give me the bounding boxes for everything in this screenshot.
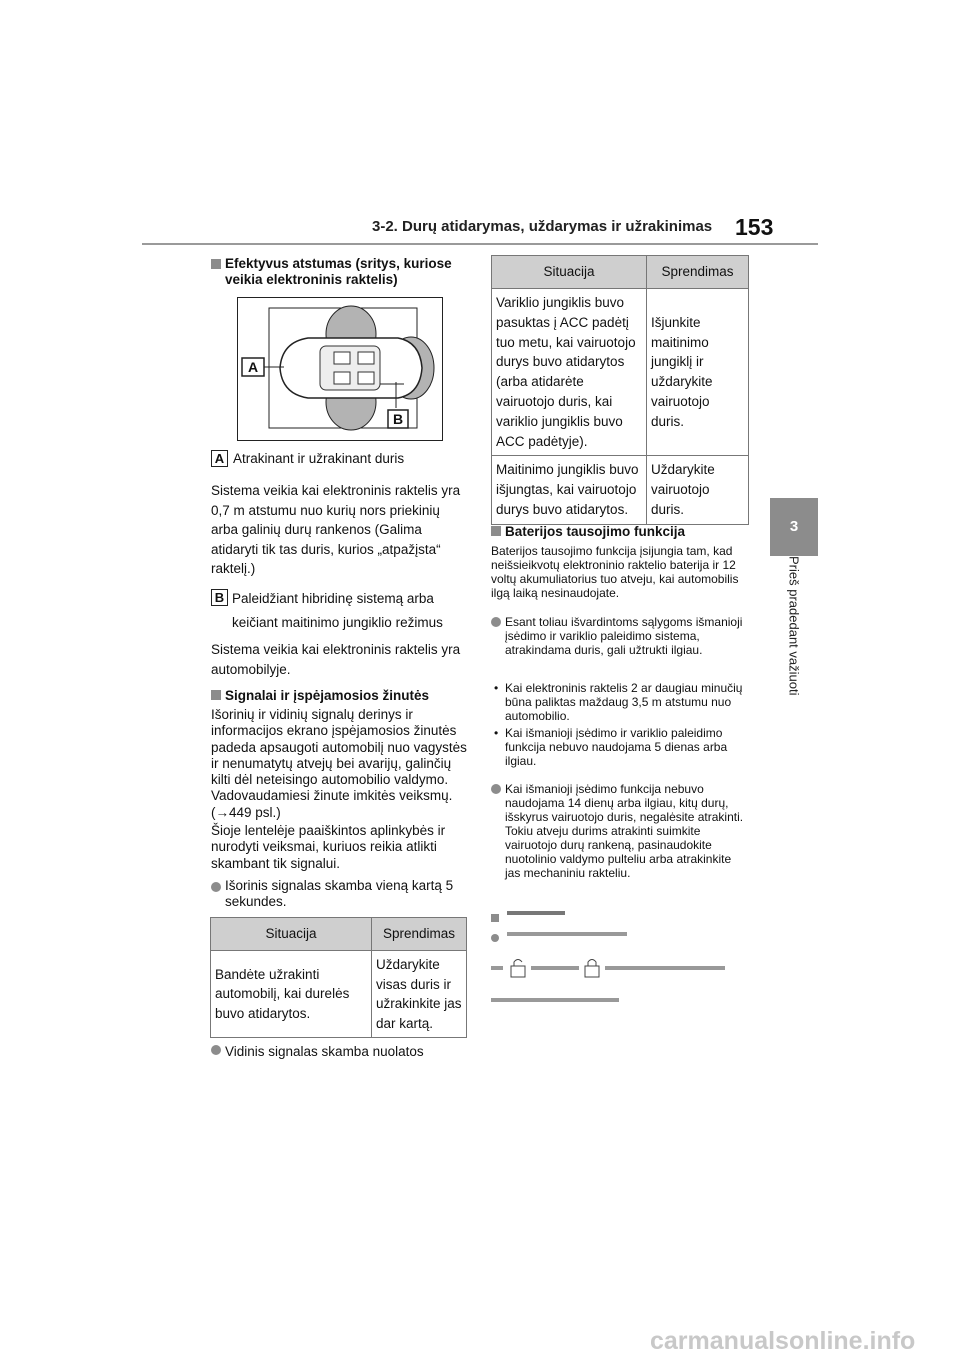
page-number: 153 — [735, 214, 774, 240]
square-bullet-icon — [211, 690, 221, 700]
lock-open-icon — [511, 960, 525, 978]
circle-bullet-icon — [211, 882, 221, 892]
square-bullet-icon — [211, 259, 221, 269]
table-cell: Bandėte užrakinti automobilį, kai durelės buvo atidarytos. — [211, 951, 372, 1038]
circle-bullet-icon — [491, 617, 501, 627]
header-rule — [142, 243, 818, 245]
paragraph-alarms: Išorinių ir vidinių signalų derinys ir informacijos ekrano įspėjamosios žinutės padeda apsaugoti automobilį nuo vagystės ir nenumatytų atvejų bei avarijų, galinčių kilti dėl neteisingo automobilio valdymo. Vadovaudamiesi žinute imkitės veiksmų. (→449 psl.) — [211, 707, 467, 820]
paragraph-range-inside: Sistema veikia kai elektroninis raktelis yra automobilyje. — [211, 642, 461, 677]
bullet-conditions: Esant toliau išvardintoms sąlygoms išmanioji įsėdimo ir variklio paleidimo sistema, atrakindama duris, gali užtrukti ilgiau. — [491, 615, 749, 657]
table-header-situation: Situacija — [211, 918, 372, 951]
car-range-diagram — [238, 298, 442, 440]
chapter-tab: 3 — [770, 498, 818, 556]
list-item: • Kai elektroninis raktelis 2 ar daugiau minučių būna paliktas maždaug 3,5 m atstumu nuo automobilio. — [494, 681, 743, 723]
figure-label-a: A — [247, 359, 259, 375]
bullet-exterior-alarm: Išorinis signalas skamba vieną kartą 5 sekundes. — [211, 878, 469, 911]
chapter-title: Prieš pradedant važiuoti — [786, 556, 802, 696]
label-b-text: Paleidžiant hibridinę sistemą arba keičiant maitinimo jungiklio režimus — [232, 591, 443, 630]
illegible-heading — [491, 909, 571, 917]
square-bullet-icon — [491, 914, 499, 922]
bullet-interior-alarm: Vidinis signalas skamba nuolatos — [211, 1042, 469, 1062]
watermark: carmanualsonline.info — [650, 1327, 916, 1355]
circle-bullet-icon — [491, 934, 499, 942]
label-b-icon: B — [211, 589, 228, 606]
range-figure — [237, 297, 443, 441]
paragraph-table-intro: Šioje lentelėje paaiškintos aplinkybės ir nurodyti veiksmai, kuriuos reikia atlikti skambant tik signalui. — [211, 823, 446, 871]
table-header-solution: Sprendimas — [647, 256, 749, 289]
heading-effective-range: Efektyvus atstumas (sritys, kuriose veikia elektroninis raktelis) — [211, 256, 471, 288]
table-cell: Maitinimo jungiklis buvo išjungtas, kai vairuotojo durys buvo atidarytos. — [492, 456, 647, 524]
table-cell: Uždarykite visas duris ir užrakinkite jas dar kartą. — [372, 951, 467, 1038]
label-a-row — [211, 449, 471, 469]
figure-label-b: B — [392, 411, 404, 427]
bullet-14-days: Kai išmanioji įsėdimo funkcija nebuvo naudojama 14 dienų arba ilgiau, kitų durų, išskyrus vairuotojo duris, negalėsite atrakinti. Tokiu atveju durims atrakinti suimkite vairuotojo durų rankeną, pasinaudokite nuotolinio valdymo pulteliu arba atrakinkite jas mechaniniu rakteliu. — [491, 782, 749, 880]
paragraph-battery-saver: Baterijos tausojimo funkcija įsijungia tam, kad neišsieikvotų elektroninio raktelio baterija ir 12 voltų akumuliatorius tuo atveju, kai automobilis ilgą laiką nesinaudojate. — [491, 544, 739, 600]
circle-bullet-icon — [211, 1045, 221, 1055]
label-a-text: Atrakinant ir užrakinant duris — [233, 451, 405, 466]
illegible-bullet — [491, 930, 631, 938]
illegible-line — [491, 991, 621, 999]
section-title: 3-2. Durų atidarymas, uždarymas ir užrakinimas — [372, 218, 713, 235]
table-cell: Išjunkite maitinimo jungiklį ir uždarykite vairuotojo duris. — [647, 289, 749, 456]
square-bullet-icon — [491, 526, 501, 536]
label-a-icon: A — [211, 450, 228, 467]
table-header-solution: Sprendimas — [372, 918, 467, 951]
lock-closed-icon — [585, 960, 599, 978]
chapter-side-label — [770, 556, 818, 724]
table-cell: Variklio jungiklis buvo pasuktas į ACC padėtį tuo metu, kai vairuotojo durys buvo atidarytos (arba atidarėte vairuotojo duris, kai variklio jungiklis buvo ACC padėtyje). — [492, 289, 647, 456]
list-item: • Kai išmanioji įsėdimo ir variklio paleidimo funkcija nebuvo naudojama 5 dienas arba ilgiau. — [494, 726, 728, 768]
table-cell: Uždarykite vairuotojo duris. — [647, 456, 749, 524]
heading-battery-saver: Baterijos tausojimo funkcija — [491, 524, 751, 540]
circle-bullet-icon — [491, 784, 501, 794]
heading-alarms: Signalai ir įspėjamosios žinutės — [211, 688, 471, 704]
illegible-icon-row — [491, 958, 731, 978]
table-interior-alarm — [491, 255, 749, 525]
table-exterior-alarm — [210, 917, 467, 1038]
label-b-row — [211, 587, 471, 635]
paragraph-range-front: Sistema veikia kai elektroninis raktelis yra 0,7 m atstumu nuo kurių nors priekinių arba galinių durų rankenos (Galima atidaryti tik tas duris, kurios „atpažįsta“ raktelį.) — [211, 483, 461, 576]
table-header-situation: Situacija — [492, 256, 647, 289]
